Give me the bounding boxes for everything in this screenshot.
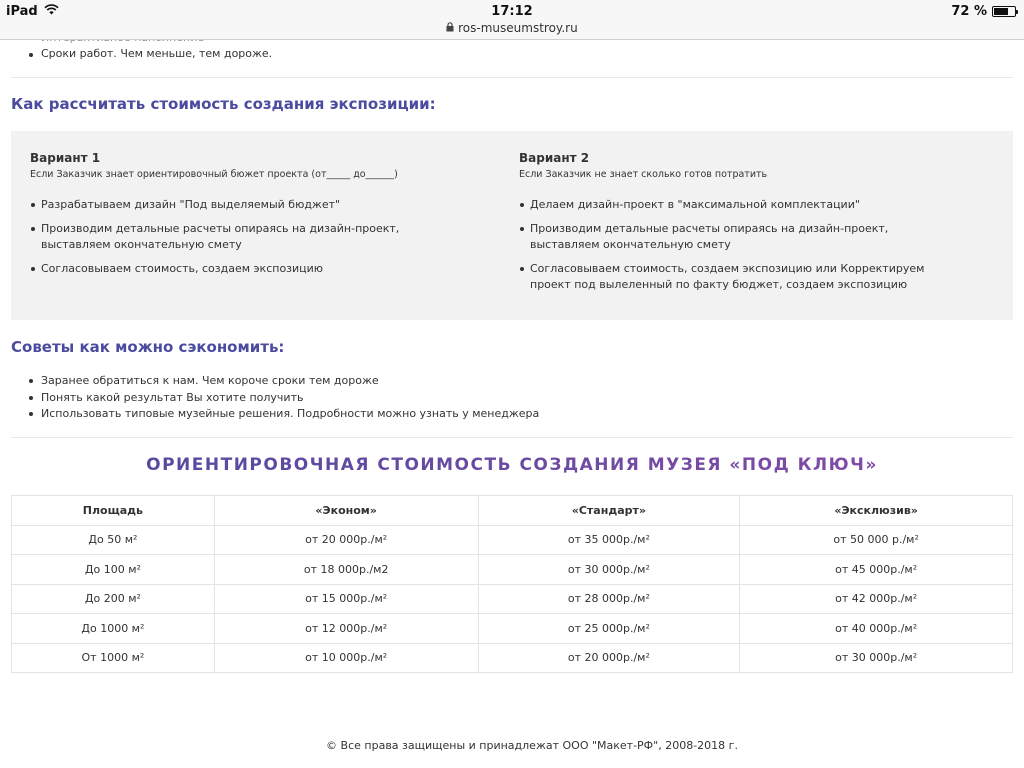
column-header: «Стандарт»: [478, 496, 740, 526]
table-cell: от 18 000р./м2: [214, 555, 478, 585]
price-table: [11, 495, 1013, 673]
list-item: Заранее обратиться к нам. Чем короче сроки тем дороже: [25, 373, 539, 390]
clock: 17:12: [491, 4, 533, 19]
table-cell: от 40 000р./м²: [740, 614, 1013, 644]
table-cell: от 45 000р./м²: [740, 555, 1013, 585]
list-item: Производим детальные расчеты опираясь на дизайн-проект, выставляем окончательную смету: [30, 221, 470, 253]
table-cell: от 12 000р./м²: [214, 614, 478, 644]
battery-icon: [992, 6, 1016, 17]
list-item: Производим детальные расчеты опираясь на дизайн-проект, выставляем окончательную смету: [519, 221, 959, 253]
variant-steps: [519, 197, 959, 293]
column-header: «Эконом»: [214, 496, 478, 526]
list-item: Делаем дизайн-проект в "максимальной комплектации": [519, 197, 959, 213]
table-row: [12, 584, 1013, 614]
table-cell: от 30 000р./м²: [478, 555, 740, 585]
table-cell: До 100 м²: [12, 555, 215, 585]
variants-box: [11, 131, 1013, 320]
table-cell: от 50 000 р./м²: [740, 525, 1013, 555]
list-item: Согласовываем стоимость, создаем экспозицию или Корректируем проект под вылеленный по факту бюджет, создаем экспозицию: [519, 261, 959, 293]
table-cell: от 15 000р./м²: [214, 584, 478, 614]
variant-title: Вариант 1: [30, 151, 101, 165]
table-row: [12, 643, 1013, 673]
status-bar: [0, 0, 1024, 40]
table-row: [12, 614, 1013, 644]
url-text: ros-museumstroy.ru: [458, 21, 578, 35]
table-cell: от 42 000р./м²: [740, 584, 1013, 614]
list-item: Разрабатываем дизайн "Под выделяемый бюджет": [30, 197, 470, 213]
battery-percent: 72 %: [951, 4, 987, 19]
table-cell: от 20 000р./м²: [478, 643, 740, 673]
calc-heading: Как рассчитать стоимость создания экспозиции:: [11, 95, 436, 113]
status-right: [951, 4, 1016, 19]
variant-2: [519, 151, 959, 301]
table-header-row: [12, 496, 1013, 526]
column-header: Площадь: [12, 496, 215, 526]
table-cell: от 25 000р./м²: [478, 614, 740, 644]
column-header: «Эксклюзив»: [740, 496, 1013, 526]
table-cell: До 200 м²: [12, 584, 215, 614]
variant-1: [30, 151, 470, 285]
list-item: Использовать типовые музейные решения. Подробности можно узнать у менеджера: [25, 406, 539, 423]
variant-steps: [30, 197, 470, 277]
variant-title: Вариант 2: [519, 151, 590, 165]
battery-fill: [994, 8, 1008, 15]
table-cell: До 50 м²: [12, 525, 215, 555]
tips-list: [25, 373, 539, 423]
table-cell: от 20 000р./м²: [214, 525, 478, 555]
lock-icon: [446, 21, 458, 35]
variant-subtitle: Если Заказчик не знает сколько готов потратить: [519, 169, 768, 180]
list-item: Согласовываем стоимость, создаем экспозицию: [30, 261, 470, 277]
price-table-title: ОРИЕНТИРОВОЧНАЯ СТОИМОСТЬ СОЗДАНИЯ МУЗЕЯ «ПОД КЛЮЧ»: [0, 455, 1024, 475]
table-cell: от 30 000р./м²: [740, 643, 1013, 673]
variant-subtitle: Если Заказчик знает ориентировочный бюжет проекта (от_____ до______): [30, 169, 398, 180]
list-item: Понять какой результат Вы хотите получить: [25, 390, 539, 407]
table-cell: от 35 000р./м²: [478, 525, 740, 555]
divider: [11, 77, 1013, 78]
table-row: [12, 525, 1013, 555]
top-list: [25, 47, 272, 60]
device-name: iPad: [6, 4, 38, 19]
tips-heading: Советы как можно сэкономить:: [11, 338, 285, 356]
footer-copyright: © Все права защищены и принадлежат ООО "Макет-РФ", 2008-2018 г.: [326, 739, 738, 752]
table-cell: от 28 000р./м²: [478, 584, 740, 614]
table-row: [12, 555, 1013, 585]
list-item: Сроки работ. Чем меньше, тем дороже.: [25, 47, 272, 60]
table-cell: От 1000 м²: [12, 643, 215, 673]
table-cell: До 1000 м²: [12, 614, 215, 644]
address-bar[interactable]: [0, 21, 1024, 35]
table-cell: от 10 000р./м²: [214, 643, 478, 673]
divider: [11, 437, 1013, 438]
